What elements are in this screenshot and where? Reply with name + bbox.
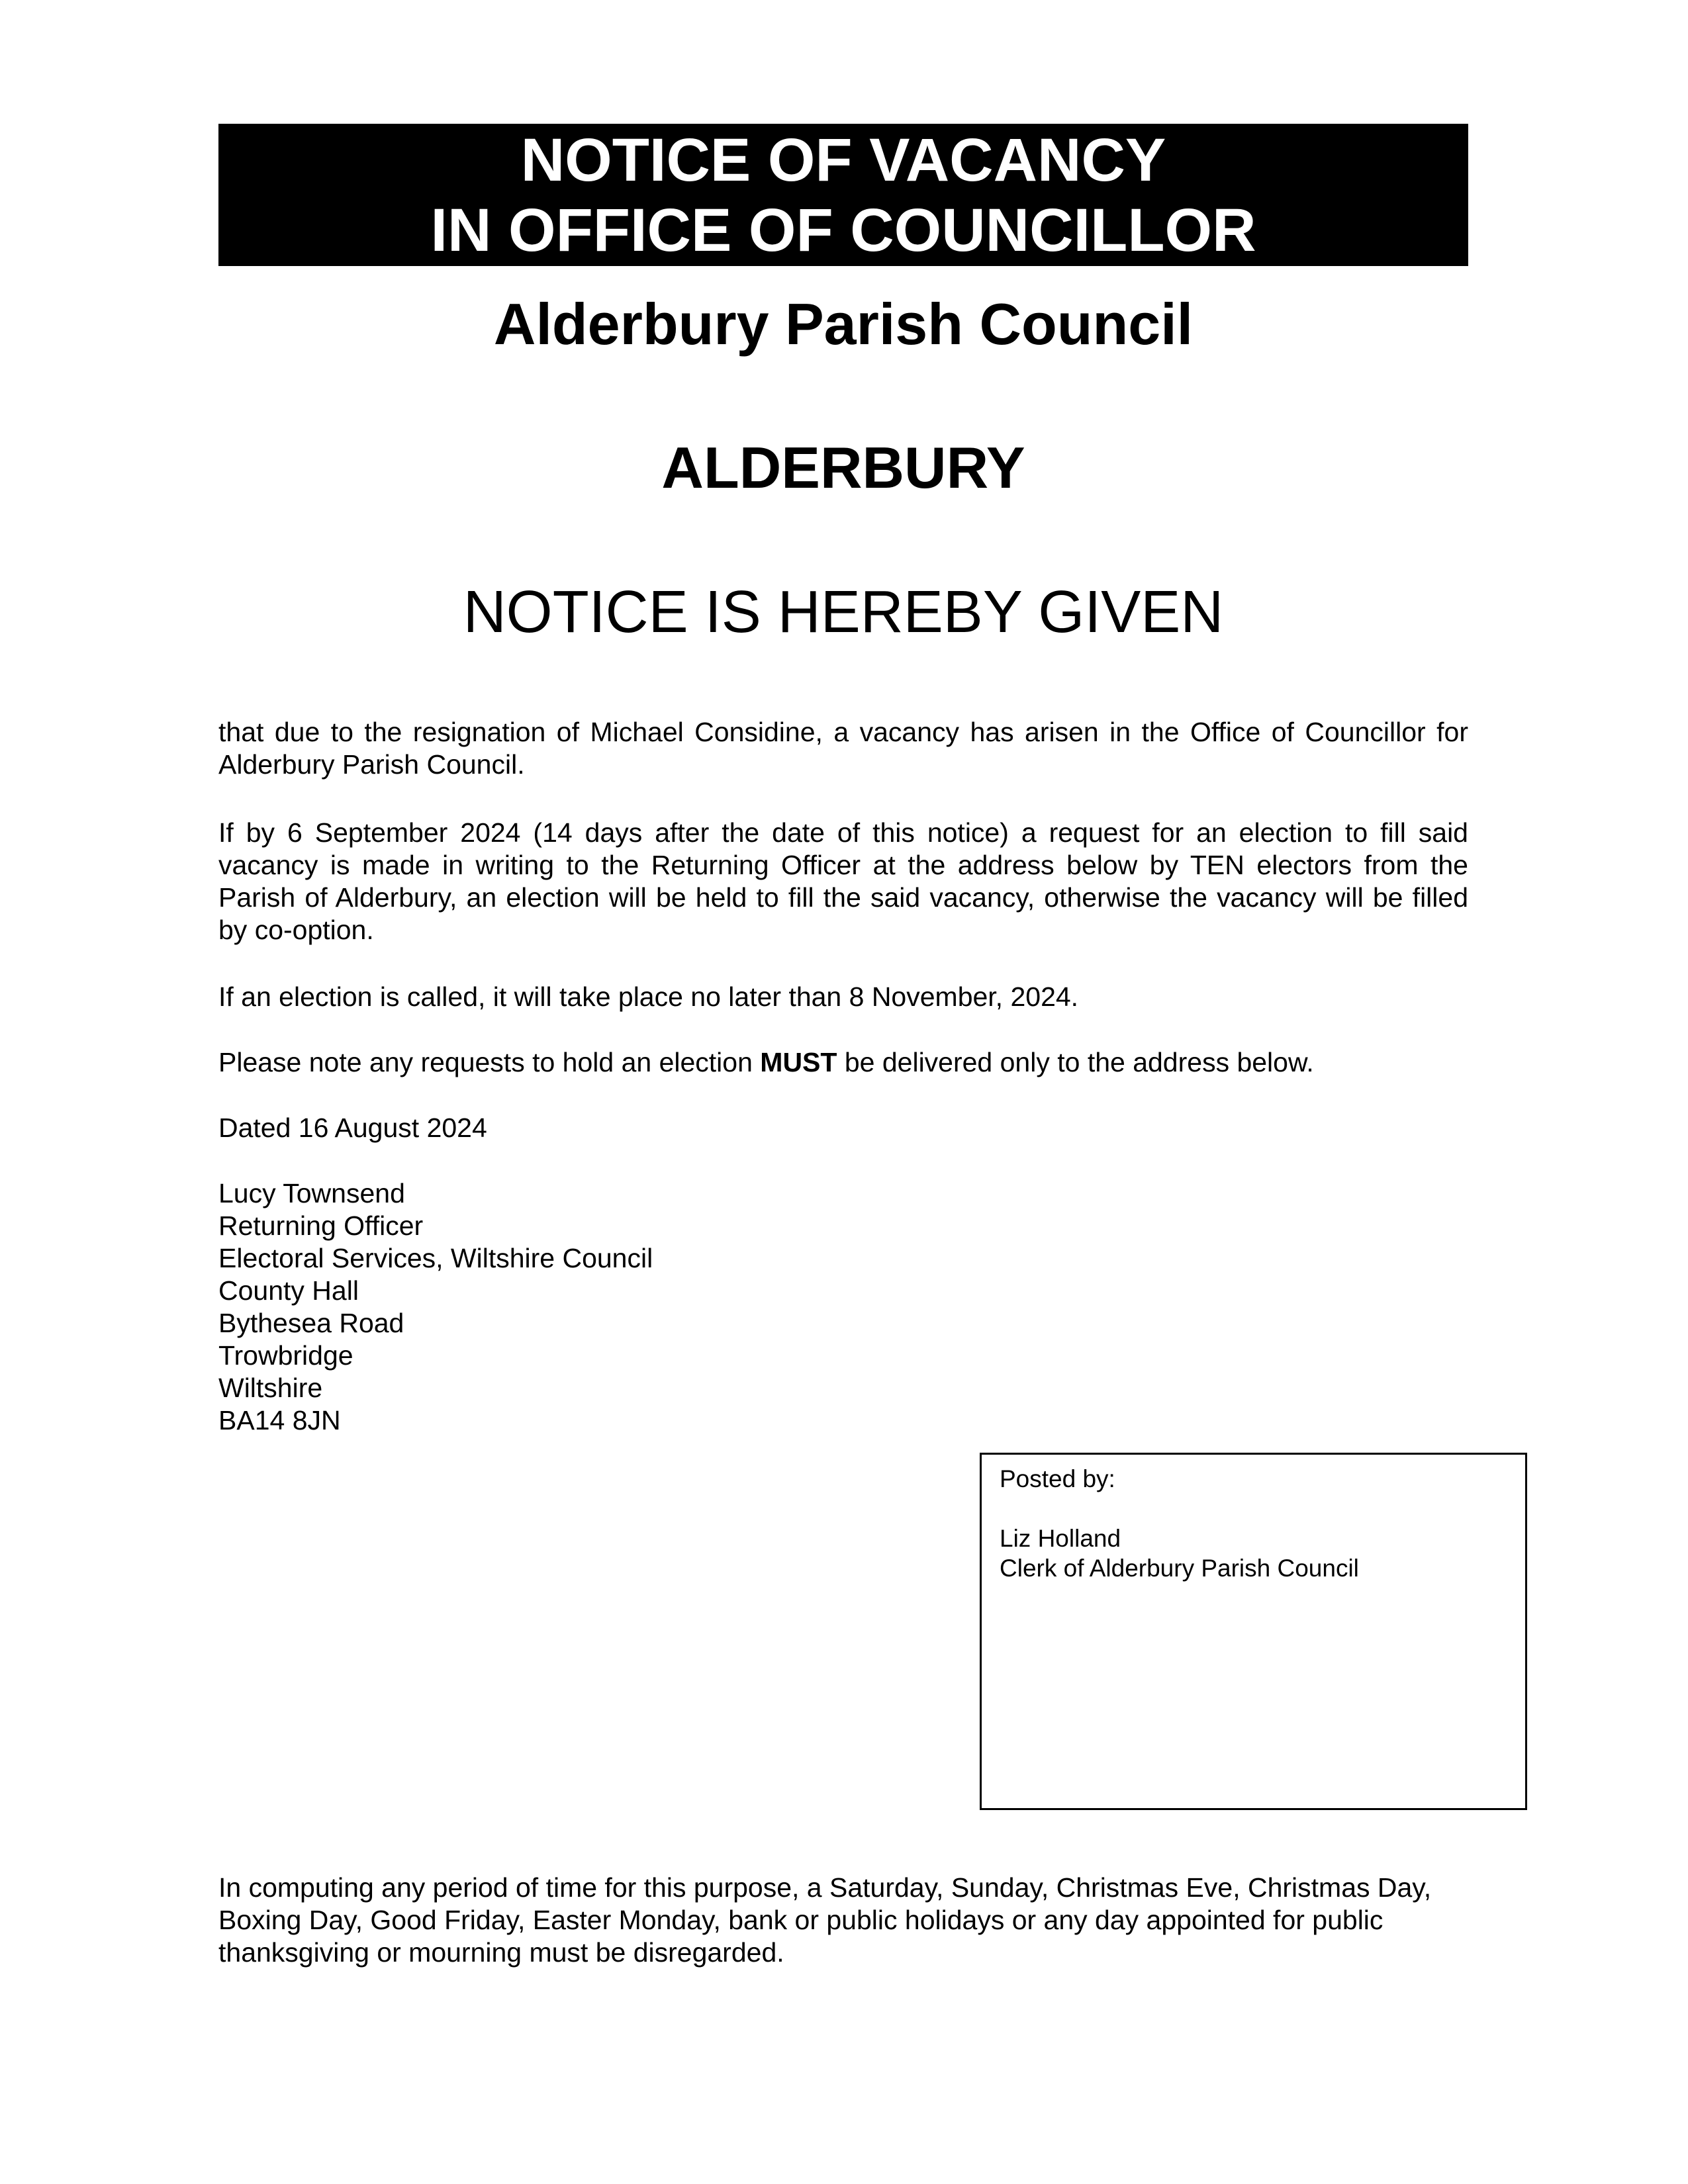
address-line: BA14 8JN xyxy=(218,1405,341,1435)
dated-line: Dated 16 August 2024 xyxy=(218,1113,487,1143)
title-banner xyxy=(218,124,1468,266)
request-paragraph: If by 6 September 2024 (14 days after the date of this notice) a request for an election to fill said vacancy is made in writing to the Returning Officer at the address below by TEN electors from the Parish of Alderbury, an election will be held to fill the said vacancy, otherwise the vacancy will be filled by co-option. xyxy=(218,817,1468,945)
banner-line-2: IN OFFICE OF COUNCILLOR xyxy=(430,197,1256,264)
address-line: Bythesea Road xyxy=(218,1308,404,1338)
address-line: Electoral Services, Wiltshire Council xyxy=(218,1243,653,1273)
address-line: County Hall xyxy=(218,1275,359,1306)
note-emphasis: MUST xyxy=(760,1047,837,1077)
posted-by-box xyxy=(980,1453,1527,1810)
council-name: Alderbury Parish Council xyxy=(493,291,1194,357)
address-line: Trowbridge xyxy=(218,1340,353,1371)
parish-name: ALDERBURY xyxy=(661,435,1025,500)
posted-by-spacer xyxy=(1000,1494,1507,1524)
address-line: Returning Officer xyxy=(218,1210,424,1241)
posted-by-name: Liz Holland xyxy=(1000,1525,1121,1552)
address-line: Wiltshire xyxy=(218,1373,323,1403)
note-text-before: Please note any requests to hold an election xyxy=(218,1047,753,1077)
resignation-paragraph: that due to the resignation of Michael Considine, a vacancy has arisen in the Office of Councillor for Alderbury Parish Council. xyxy=(218,717,1468,780)
banner-line-1: NOTICE OF VACANCY xyxy=(520,126,1166,194)
note-text-after: be delivered only to the address below. xyxy=(844,1047,1314,1077)
election-date-paragraph: If an election is called, it will take place no later than 8 November, 2024. xyxy=(218,981,1079,1012)
posted-by-role: Clerk of Alderbury Parish Council xyxy=(1000,1555,1359,1582)
returning-officer-address xyxy=(218,1177,1468,1437)
posted-by-label: Posted by: xyxy=(1000,1465,1115,1492)
address-line: Lucy Townsend xyxy=(218,1178,405,1208)
note-paragraph xyxy=(218,1046,1468,1079)
notice-heading: NOTICE IS HEREBY GIVEN xyxy=(463,579,1224,645)
footer-note: In computing any period of time for this purpose, a Saturday, Sunday, Christmas Eve, Christmas Day, Boxing Day, Good Friday, Easter Monday, bank or public holidays or any day appointed for public thanksgiving or mourning must be disregarded. xyxy=(218,1872,1432,1968)
